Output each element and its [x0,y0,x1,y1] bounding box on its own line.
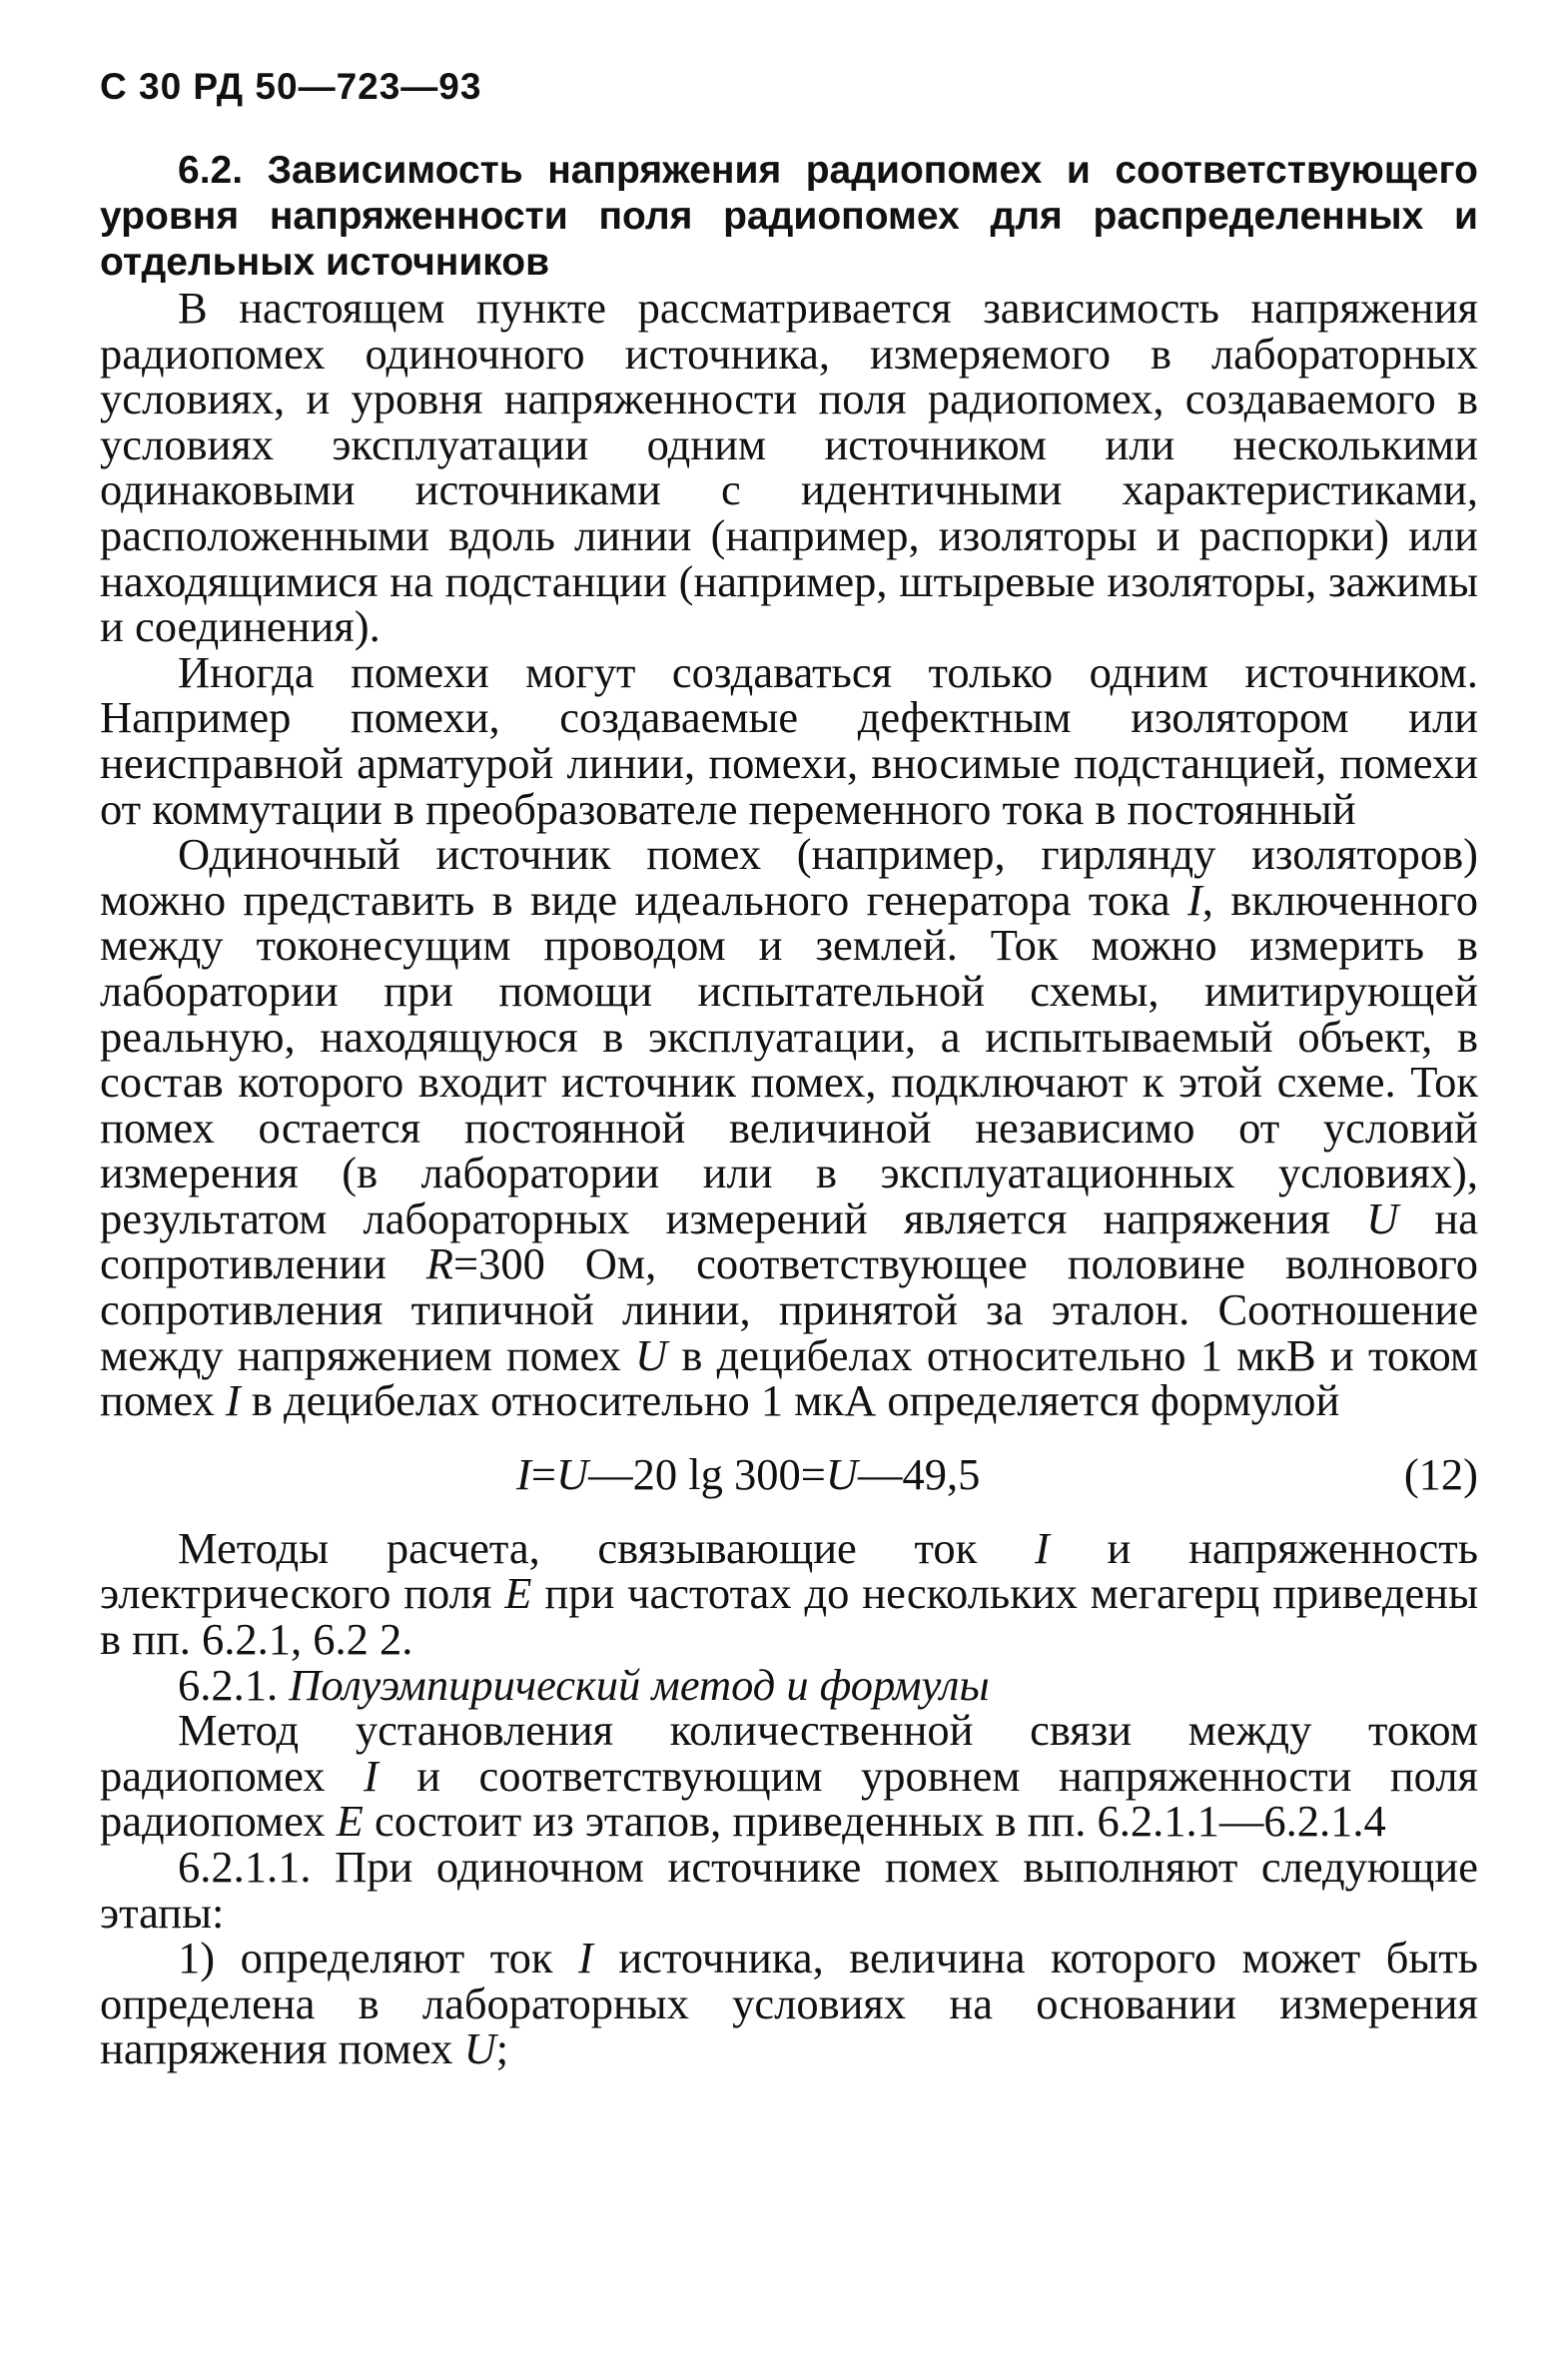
var-i: I [1186,874,1202,925]
paragraph-8: 1) определяют ток I источника, величина которого может быть определена в лабораторных условиях на основании измерения напряжения помех U; [100,1933,1479,2074]
var-u: U [1366,1192,1399,1243]
paragraph-4: Методы расчета, связывающие ток I и напряженность электрического поля E при частотах до нескольких мегагерц приведены в пп. 6.2.1, 6.2 2. [100,1522,1478,1665]
paragraph-3: Одиночный источник помех (например, гирлянду изоляторов) можно представить в виде идеального генератора тока I, включенного между токонесущим проводом и землей. Ток можно измерить в лаборатории при помощи испытательной схемы, имитирующей реальную, находящуюся в эксплуатации, а испытываемый объект, в состав которого входит источник помех, подключают к этой схеме. Ток помех остается постоянной величиной независимо от условий измерения (в лаборатории или в эксплуатационных условиях), результатом лабораторных измерений является напряжения U на сопротивлении R=300 Ом, соответствующее половине волнового сопротивления типичной линии, принятой за эталон. Соотношение между напряжением помех U в децибелах относительно 1 мкВ и током помех I в децибелах относительно 1 мкА определяется формулой [100,829,1479,1426]
document-body [100,148,1478,2072]
var-u: U [635,1329,668,1380]
formula-expression: I=U—20 lg 300=U—49,5 [516,1448,981,1499]
page-header: С 30 РД 50—723—93 [100,66,482,107]
var-i: I [225,1375,241,1426]
formula-block [100,1442,1478,1518]
paragraph-1: В настоящем пункте рассматривается зависимость напряжения радиопомех одиночного источника, измеряемого в лабораторных условиях, и уровня напряженности поля радиопомех, создаваемого в условиях эксплуатации одним источником или несколькими одинаковыми источниками с идентичными характеристиками, расположенными вдоль линии (например, изоляторы и распорки) или находящимися на подстанции (например, штыревые изоляторы, зажимы и соединения). [100,283,1478,652]
paragraph-6: Метод установления количественной связи между током радиопомех I и соответствующим уровнем напряженности поля радиопомех E состоит из этапов, приведенных в пп. 6.2.1.1—6.2.1.4 [100,1705,1479,1847]
subsection-heading: 6.2.1. Полуэмпирический метод и формулы [178,1659,990,1710]
var-r: R [425,1238,453,1289]
paragraph-2: Иногда помехи могут создаваться только одним источником. Например помехи, создаваемые дефектным изолятором или неисправной арматурой линии, помехи, вносимые подстанцией, помехи от коммутации в преобразователе переменного тока в постоянный [100,646,1478,834]
section-heading: 6.2. Зависимость напряжения радиопомех и соответствующего уровня напряженности поля радиопомех для распределенных и отдельных источников [100,149,1478,284]
formula-number: (12) [1403,1448,1478,1499]
paragraph-7: 6.2.1.1. При одиночном источнике помех выполняют следующие этапы: [100,1842,1478,1938]
